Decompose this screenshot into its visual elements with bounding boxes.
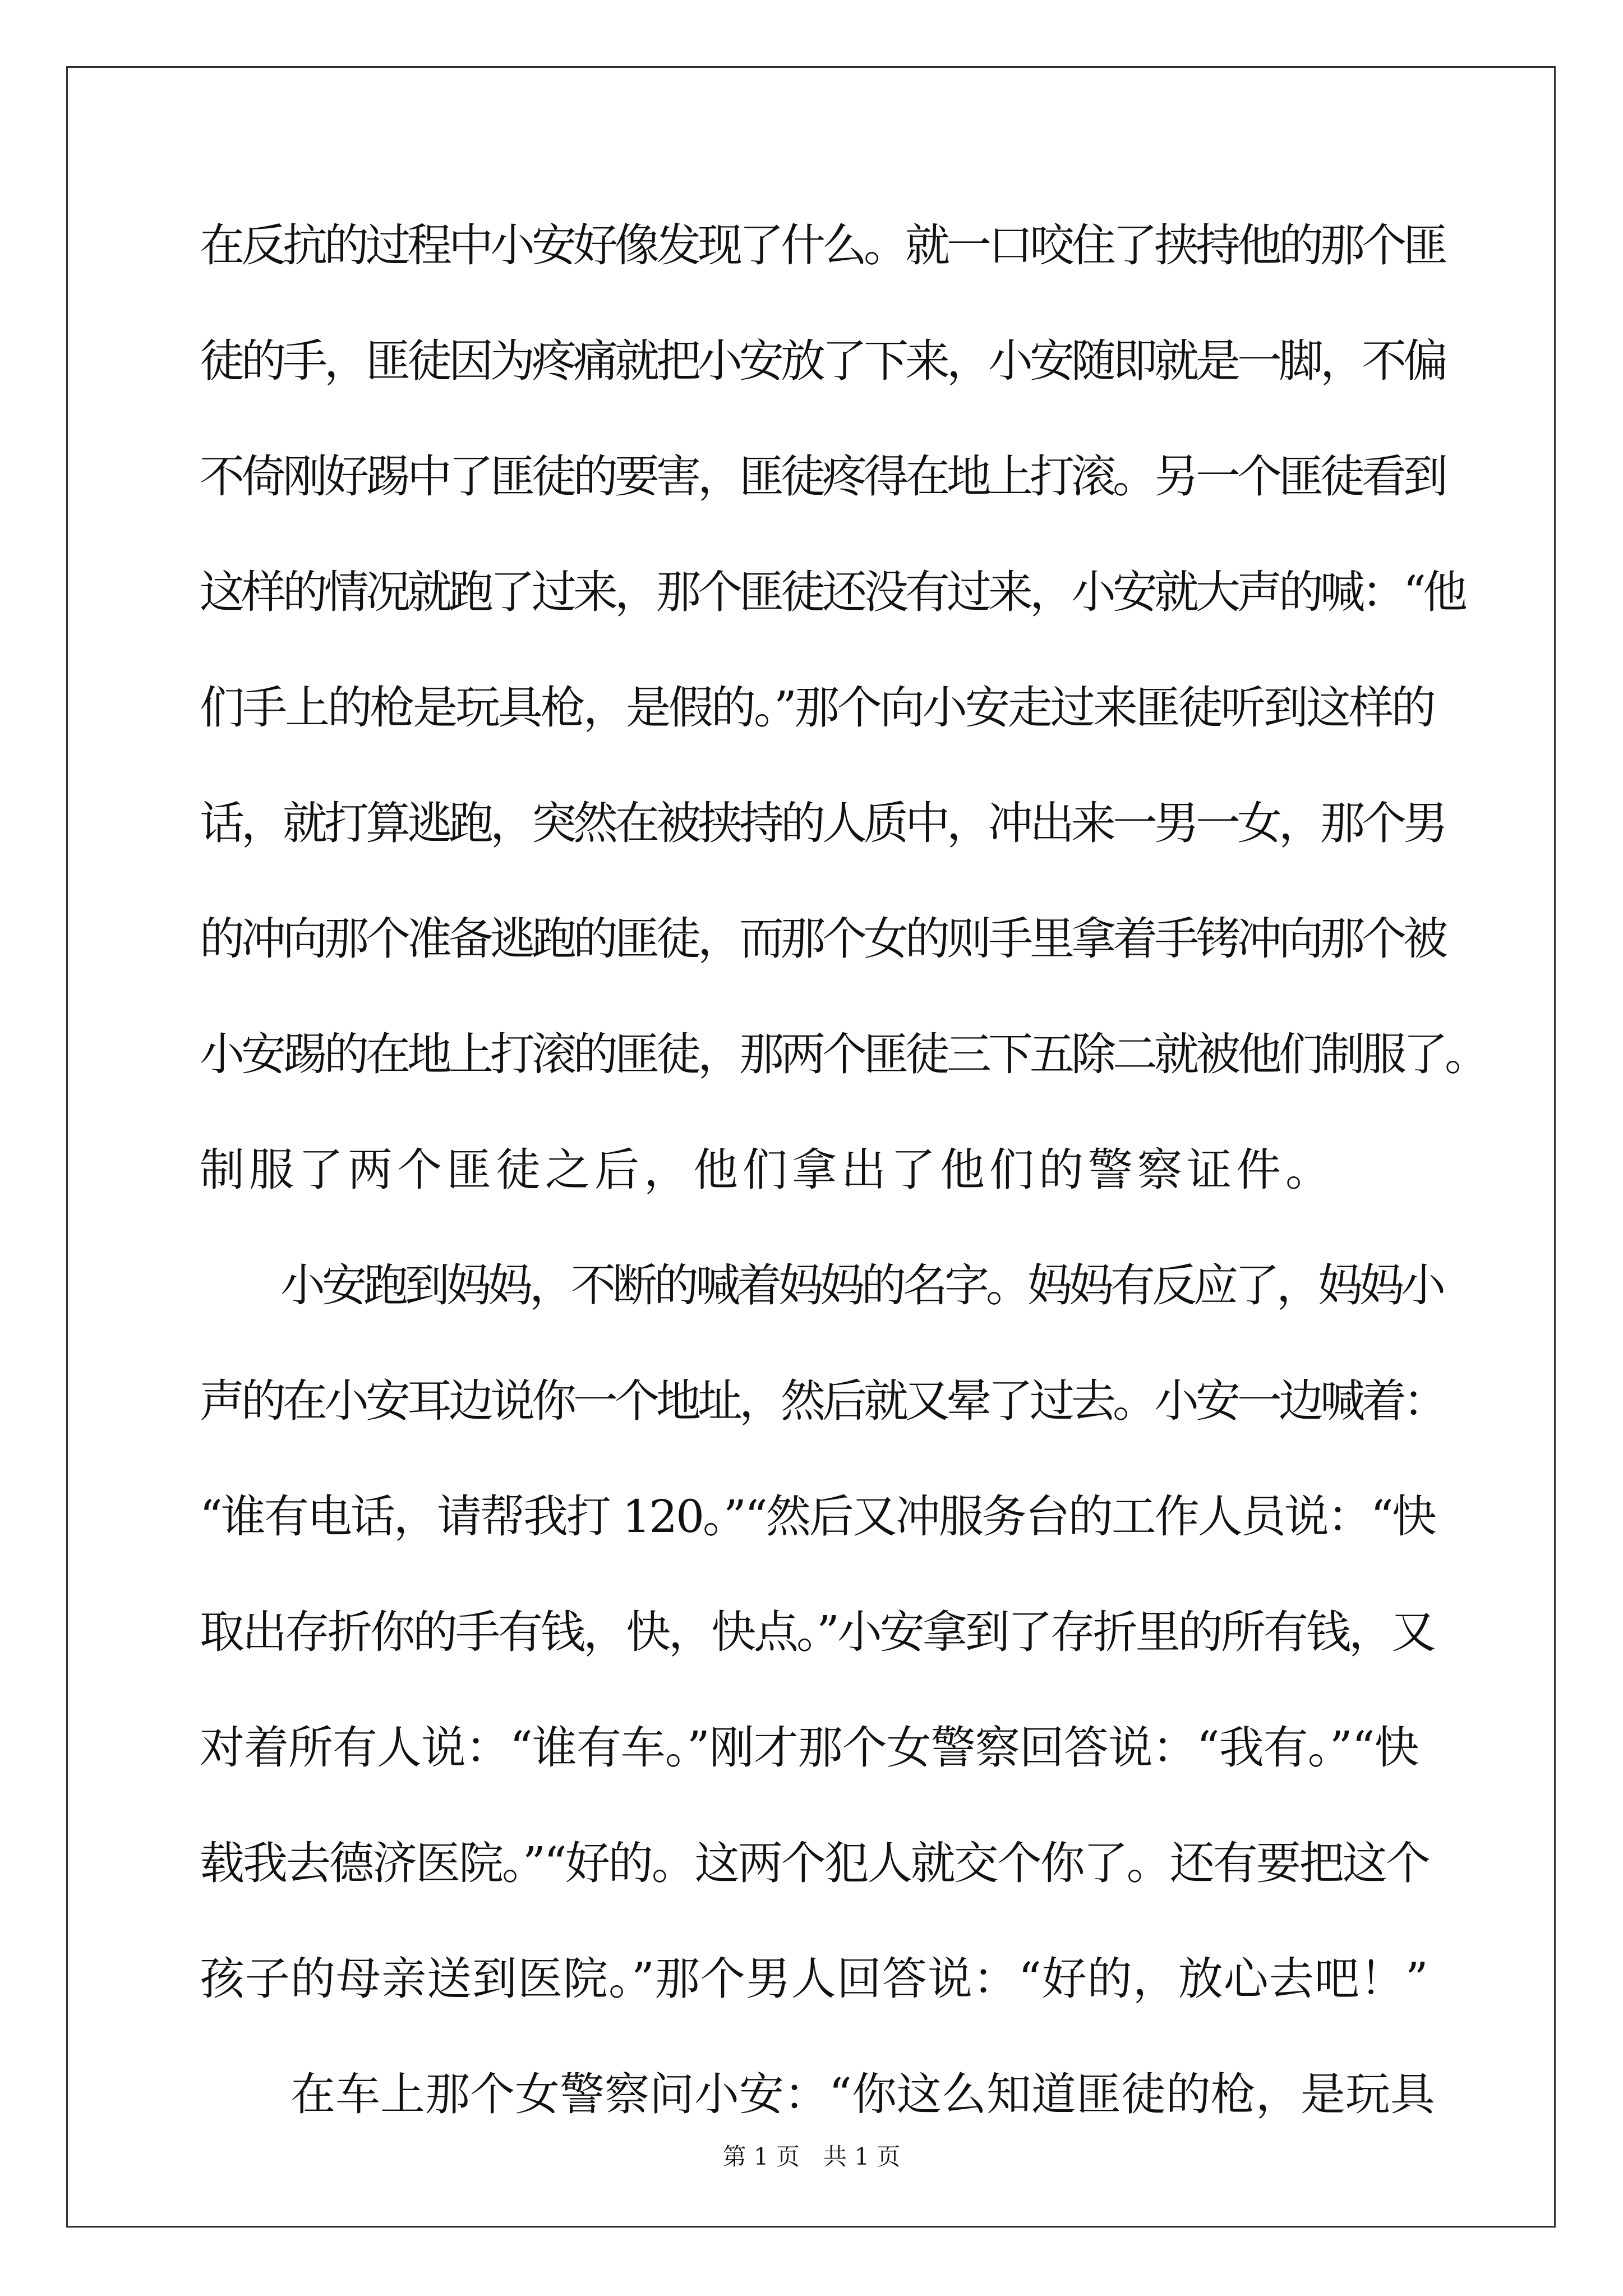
text-line: 小安踢的在地上打滚的匪徒，那两个匪徒三下五除二就被他们制服了。 [200,1028,1486,1080]
text-line: “谁有电话，请帮我打 120。”“然后又冲服务台的工作人员说：“快 [200,1490,1435,1543]
page-footer: 第 1 页 共 1 页 [722,2143,901,2170]
text-line: 对着所有人说：“谁有车。”刚才那个女警察回答说：“我有。”“快 [200,1722,1419,1774]
text-line: 孩子的母亲送到医院。”那个男人回答说：“好的，放心去吧！” [200,1953,1429,2005]
text-line: 制服了两个匪徒之后，他们拿出了他们的警察证件。 [200,1144,1335,1196]
text-line: 们手上的枪是玩具枪，是假的。”那个向小安走过来匪徒听到这样的 [200,682,1434,734]
text-line: 的冲向那个准备逃跑的匪徒，而那个女的则手里拿着手铐冲向那个被 [200,913,1445,965]
text-line: 取出存折你的手有钱，快，快点。”小安拿到了存折里的所有钱，又 [200,1606,1434,1658]
paragraph-first-line: 在车上那个女警察问小安：“你这么知道匪徒的枪，是玩具 [291,2068,1435,2120]
text-line: 不倚刚好踢中了匪徒的要害，匪徒疼得在地上打滚。另一个匪徒看到 [200,450,1445,503]
text-line: 徒的手，匪徒因为疼痛就把小安放了下来，小安随即就是一脚，不偏 [200,335,1445,387]
text-line: 这样的情况就跑了过来，那个匪徒还没有过来，小安就大声的喊：“他 [200,566,1464,618]
text-line: 声的在小安耳边说你一个地址，然后就又晕了过去。小安一边喊着： [200,1375,1445,1427]
text-line: 在反抗的过程中小安好像发现了什么。就一口咬住了挟持他的那个匪 [200,219,1445,272]
text-line: 载我去德济医院。”“好的。这两个犯人就交个你了。还有要把这个 [200,1837,1429,1889]
text-line: 话，就打算逃跑，突然在被挟持的人质中，冲出来一男一女，那个男 [200,797,1445,849]
paragraph-first-line: 小安跑到妈妈，不断的喊着妈妈的名字。妈妈有反应了，妈妈小 [280,1259,1442,1312]
